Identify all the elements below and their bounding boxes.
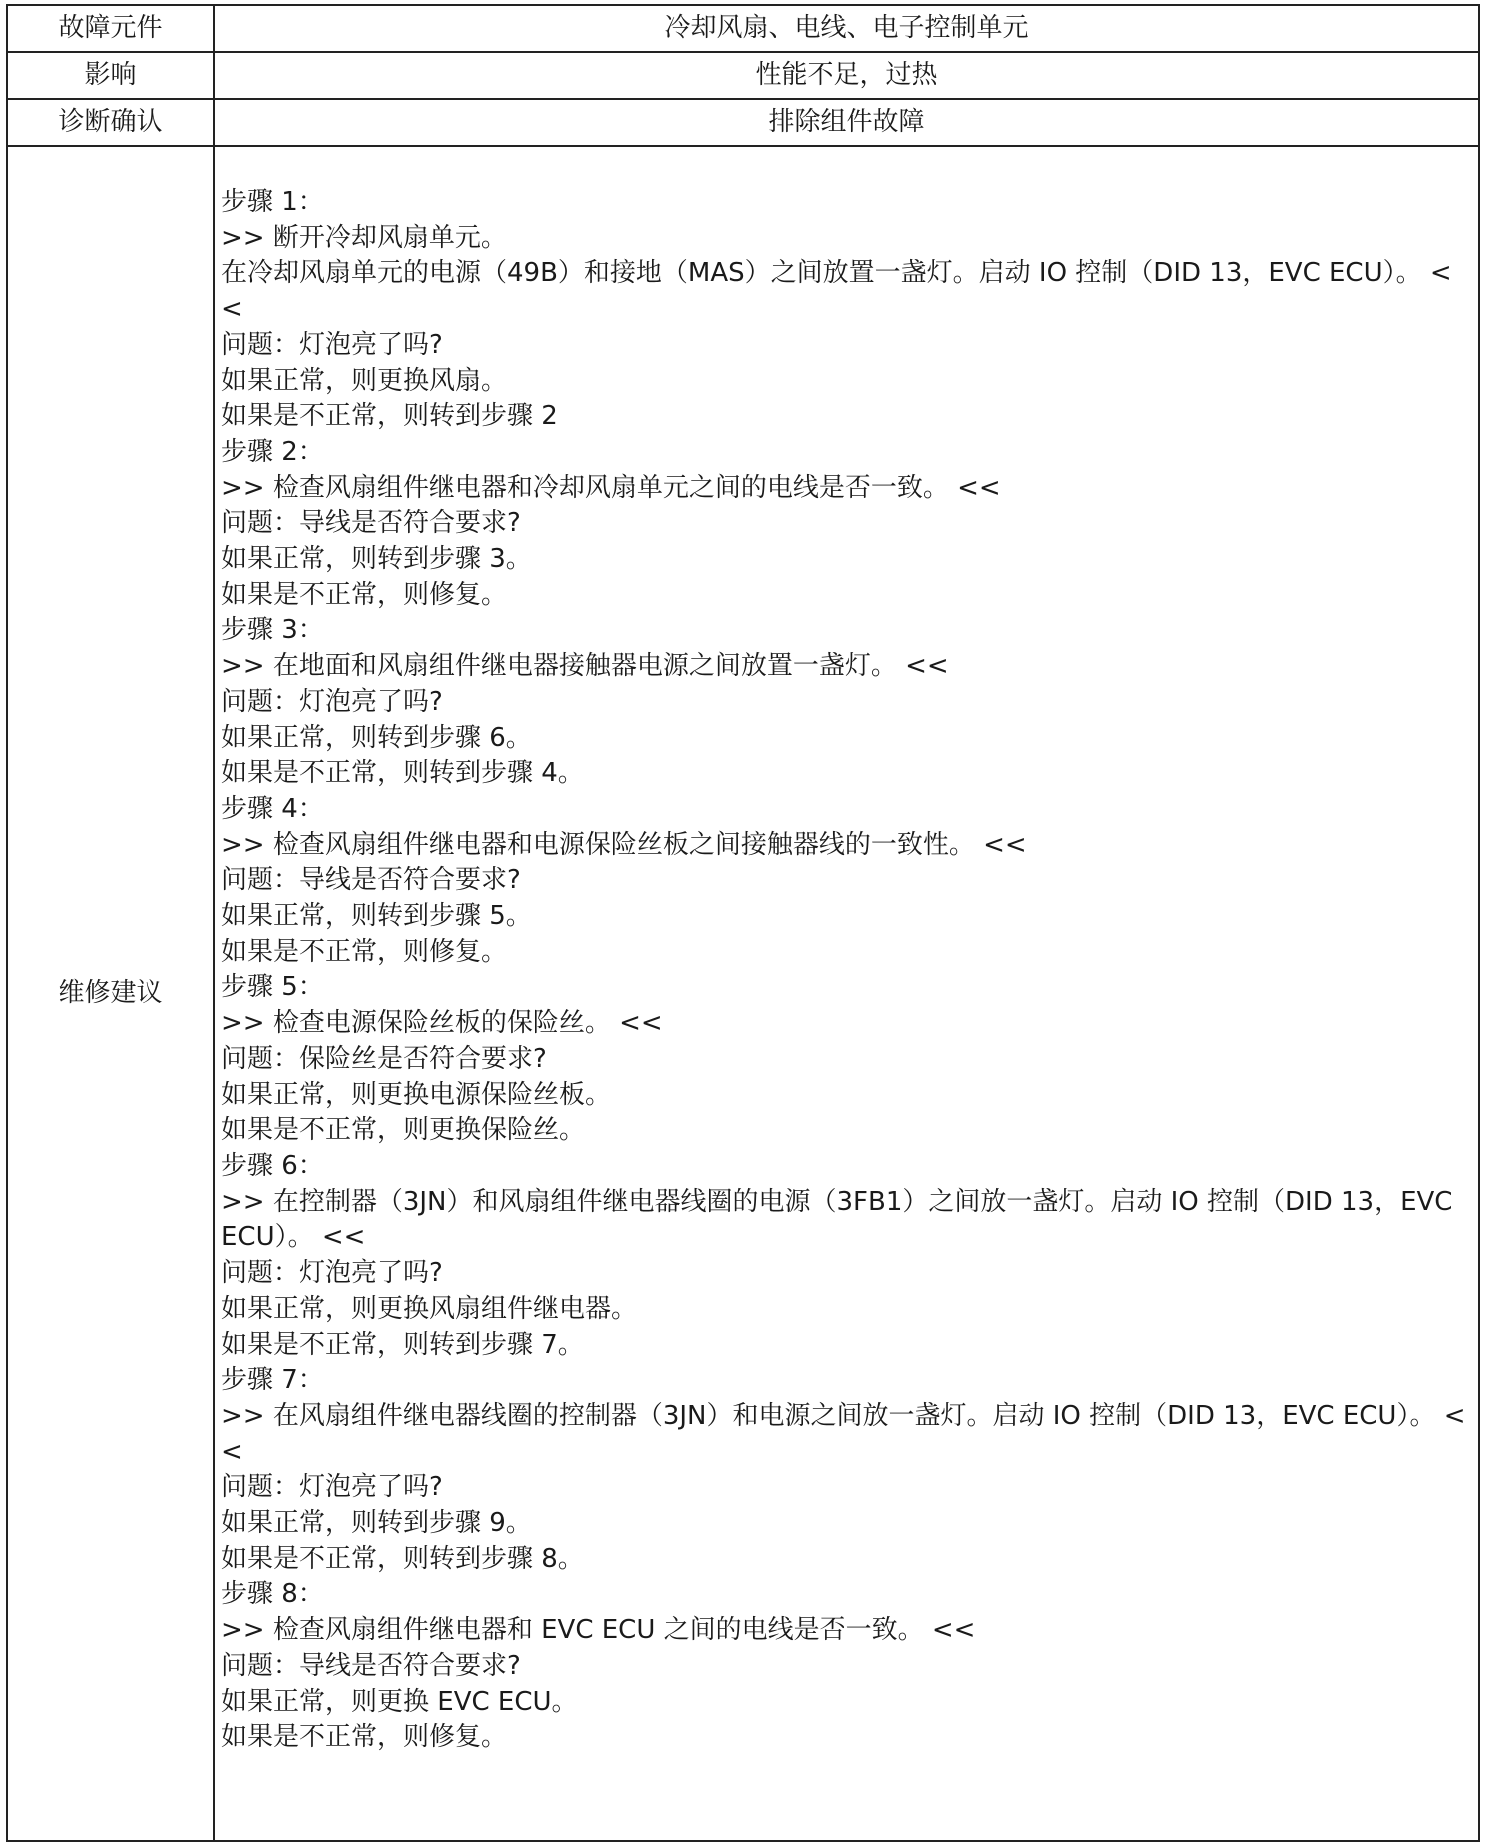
diagnosis-label: 诊断确认 (7, 99, 214, 146)
repair-step-line: 问题：灯泡亮了吗? (221, 329, 443, 360)
repair-step-line: >> 检查风扇组件继电器和电源保险丝板之间接触器线的一致性。 << (221, 829, 1027, 860)
repair-step-line: >> 检查风扇组件继电器和冷却风扇单元之间的电线是否一致。 << (221, 472, 1001, 503)
repair-step-line: >> 在控制器（3JN）和风扇组件继电器线圈的电源（3FB1）之间放一盏灯。启动 IO 控制（DID 13，EVC ECU）。 << (221, 1186, 1453, 1253)
fault-component-label: 故障元件 (7, 5, 214, 52)
repair-steps-list (215, 147, 1478, 1756)
fault-component-value: 冷却风扇、电线、电子控制单元 (214, 5, 1479, 52)
repair-step-line: 步骤 5： (221, 972, 324, 1003)
repair-step-line: 如果正常，则更换风扇。 (221, 365, 508, 396)
table-row-repair (7, 146, 1479, 1841)
repair-step-line: 步骤 7： (221, 1365, 324, 1396)
repair-step-line: 问题：灯泡亮了吗? (221, 1258, 443, 1289)
repair-step-line: 步骤 2： (221, 436, 324, 467)
repair-step-line: 如果正常，则转到步骤 5。 (221, 901, 532, 932)
repair-step-line: 如果正常，则更换 EVC ECU。 (221, 1686, 578, 1717)
fault-table (6, 4, 1480, 1842)
repair-step-line: 如果是不正常，则修复。 (221, 1722, 508, 1753)
repair-step-line: >> 在风扇组件继电器线圈的控制器（3JN）和电源之间放一盏灯。启动 IO 控制（DID 13，EVC ECU）。 << (221, 1400, 1466, 1467)
repair-step-line: 在冷却风扇单元的电源（49B）和接地（MAS）之间放置一盏灯。启动 IO 控制（DID 13，EVC ECU）。 << (221, 258, 1452, 325)
repair-step-line: 如果是不正常，则修复。 (221, 579, 508, 610)
repair-step-line: >> 断开冷却风扇单元。 (221, 222, 507, 253)
repair-step-line: 如果正常，则转到步骤 9。 (221, 1508, 532, 1539)
repair-step-line: 步骤 1： (221, 187, 324, 217)
repair-step-line: 如果正常，则转到步骤 6。 (221, 722, 532, 753)
repair-steps-cell (214, 146, 1479, 1841)
repair-step-line: 步骤 4： (221, 793, 324, 824)
repair-step-line: 如果是不正常，则转到步骤 7。 (221, 1329, 584, 1360)
repair-step-line: 如果是不正常，则修复。 (221, 936, 508, 967)
repair-step-line: 步骤 6： (221, 1150, 324, 1181)
repair-step-line: 如果正常，则更换电源保险丝板。 (221, 1079, 612, 1110)
repair-step-line: 如果正常，则转到步骤 3。 (221, 544, 532, 575)
repair-step-line: 问题：导线是否符合要求? (221, 1650, 521, 1681)
table-row-diagnosis (7, 99, 1479, 146)
repair-step-line: >> 在地面和风扇组件继电器接触器电源之间放置一盏灯。 << (221, 651, 949, 682)
table-row-fault-component (7, 5, 1479, 52)
table-row-impact (7, 52, 1479, 99)
repair-step-line: >> 检查电源保险丝板的保险丝。 << (221, 1008, 663, 1039)
repair-step-line: 如果正常，则更换风扇组件继电器。 (221, 1293, 638, 1324)
repair-step-line: >> 检查风扇组件继电器和 EVC ECU 之间的电线是否一致。 << (221, 1615, 976, 1646)
repair-step-line: 如果是不正常，则转到步骤 8。 (221, 1543, 584, 1574)
repair-step-line: 步骤 3： (221, 615, 324, 646)
diagnosis-value: 排除组件故障 (214, 99, 1479, 146)
repair-step-line: 如果是不正常，则转到步骤 2 (221, 401, 558, 432)
repair-step-line: 如果是不正常，则转到步骤 4。 (221, 758, 584, 789)
repair-step-line: 问题：导线是否符合要求? (221, 508, 521, 539)
repair-label: 维修建议 (7, 146, 214, 1841)
impact-label: 影响 (7, 52, 214, 99)
impact-value: 性能不足，过热 (214, 52, 1479, 99)
repair-step-line: 步骤 8： (221, 1579, 324, 1610)
repair-step-line: 问题：保险丝是否符合要求? (221, 1043, 547, 1074)
repair-step-line: 问题：导线是否符合要求? (221, 865, 521, 896)
repair-step-line: 问题：灯泡亮了吗? (221, 1472, 443, 1503)
repair-step-line: 问题：灯泡亮了吗? (221, 686, 443, 717)
repair-step-line: 如果是不正常，则更换保险丝。 (221, 1115, 586, 1146)
